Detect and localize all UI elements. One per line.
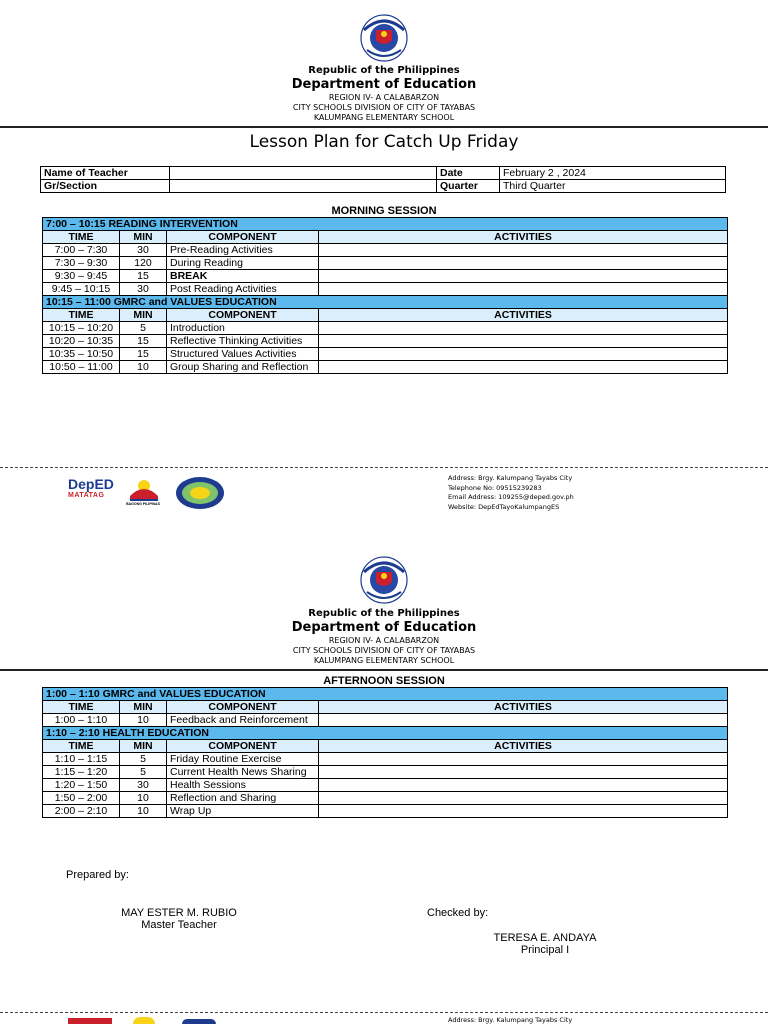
teacher-info-table — [40, 166, 726, 193]
footer-telephone: Telephone No: 09515239283 — [448, 483, 542, 492]
col-time: TIME — [43, 701, 120, 714]
region-text: REGION IV- A CALABARZON — [328, 93, 440, 102]
row-component: Introduction — [167, 322, 319, 335]
row-component: Reflection and Sharing — [167, 792, 319, 805]
footer-contact-block — [448, 474, 574, 512]
table-row — [43, 322, 728, 335]
row-min: 10 — [120, 361, 167, 374]
footer-address-partial: Address: Brgy. Kalumpang Tayabs City — [448, 1016, 573, 1024]
row-component: Health Sessions — [167, 779, 319, 792]
table-row — [43, 766, 728, 779]
row-component: Reflective Thinking Activities — [167, 335, 319, 348]
row-time: 7:00 – 7:30 — [43, 244, 120, 257]
prepared-by-name: MAY ESTER M. RUBIO — [121, 907, 237, 919]
header-rule — [0, 126, 768, 128]
row-activities — [319, 244, 728, 257]
row-activities — [319, 348, 728, 361]
table-row — [43, 361, 728, 374]
row-min: 10 — [120, 714, 167, 727]
col-min: MIN — [120, 740, 167, 753]
row-time: 10:15 – 10:20 — [43, 322, 120, 335]
footer-website: Website: DepEdTayoKalumpangES — [448, 502, 560, 511]
date-label: Date — [437, 167, 500, 180]
table-row — [43, 753, 728, 766]
bagong-pilipinas-icon — [126, 472, 162, 506]
division-text: CITY SCHOOLS DIVISION OF CITY OF TAYABAS — [292, 646, 476, 655]
gmrc-bar: 10:15 – 11:00 GMRC and VALUES EDUCATION — [43, 296, 728, 309]
row-time: 1:50 – 2:00 — [43, 792, 120, 805]
row-time: 10:20 – 10:35 — [43, 335, 120, 348]
checked-by-label: Checked by: — [427, 907, 489, 919]
morning-schedule-table — [42, 217, 728, 374]
quarter-value: Third Quarter — [500, 180, 726, 193]
row-activities — [319, 361, 728, 374]
col-time: TIME — [43, 309, 120, 322]
row-time: 9:30 – 9:45 — [43, 270, 120, 283]
afternoon-session-label: AFTERNOON SESSION — [323, 675, 445, 687]
footer-email: Email Address: 109255@deped.gov.ph — [448, 493, 574, 501]
gmrc-bar: 1:00 – 1:10 GMRC and VALUES EDUCATION — [43, 688, 728, 701]
row-component: Wrap Up — [167, 805, 319, 818]
col-activities: ACTIVITIES — [319, 740, 728, 753]
deped-seal-icon — [350, 556, 418, 604]
row-component: Pre-Reading Activities — [167, 244, 319, 257]
table-row — [43, 714, 728, 727]
deped-logo-text: DepED — [68, 476, 114, 492]
section-label: Gr/Section — [41, 180, 170, 193]
afternoon-schedule-table — [42, 687, 728, 818]
col-time: TIME — [43, 740, 120, 753]
department-heading: Department of Education — [291, 77, 477, 92]
table-row — [43, 283, 728, 296]
teacher-value — [170, 167, 437, 180]
table-row — [43, 244, 728, 257]
teacher-label: Name of Teacher — [41, 167, 170, 180]
row-min: 5 — [120, 753, 167, 766]
col-activities: ACTIVITIES — [319, 701, 728, 714]
col-component: COMPONENT — [167, 231, 319, 244]
row-min: 120 — [120, 257, 167, 270]
row-activities — [319, 257, 728, 270]
row-min: 5 — [120, 766, 167, 779]
deped-logo-partial — [68, 1018, 112, 1024]
prepared-by-title: Master Teacher — [141, 919, 217, 931]
col-time: TIME — [43, 231, 120, 244]
republic-heading: Republic of the Philippines — [308, 608, 460, 619]
row-component: Post Reading Activities — [167, 283, 319, 296]
row-activities — [319, 779, 728, 792]
table-row — [43, 805, 728, 818]
school-logo-partial-icon — [182, 1019, 216, 1024]
col-component: COMPONENT — [167, 740, 319, 753]
table-row — [43, 792, 728, 805]
row-activities — [319, 322, 728, 335]
row-time: 7:30 – 9:30 — [43, 257, 120, 270]
row-activities — [319, 753, 728, 766]
row-component: BREAK — [167, 270, 319, 283]
row-component: Group Sharing and Reflection — [167, 361, 319, 374]
quarter-label: Quarter — [437, 180, 500, 193]
row-min: 30 — [120, 779, 167, 792]
footer-divider — [0, 1012, 768, 1013]
region-text: REGION IV- A CALABARZON — [328, 636, 440, 645]
table-row — [43, 270, 728, 283]
row-time: 1:20 – 1:50 — [43, 779, 120, 792]
row-component: Friday Routine Exercise — [167, 753, 319, 766]
row-time: 1:15 – 1:20 — [43, 766, 120, 779]
col-min: MIN — [120, 701, 167, 714]
col-activities: ACTIVITIES — [319, 309, 728, 322]
row-activities — [319, 283, 728, 296]
morning-session-label: MORNING SESSION — [331, 205, 437, 217]
row-min: 15 — [120, 348, 167, 361]
table-row — [43, 779, 728, 792]
row-min: 15 — [120, 335, 167, 348]
section-value — [170, 180, 437, 193]
reading-intervention-bar: 7:00 – 10:15 READING INTERVENTION — [43, 218, 728, 231]
row-component: Feedback and Reinforcement — [167, 714, 319, 727]
row-min: 10 — [120, 792, 167, 805]
row-activities — [319, 270, 728, 283]
col-min: MIN — [120, 231, 167, 244]
row-component: Structured Values Activities — [167, 348, 319, 361]
row-time: 1:10 – 1:15 — [43, 753, 120, 766]
row-component: During Reading — [167, 257, 319, 270]
row-time: 10:50 – 11:00 — [43, 361, 120, 374]
health-education-bar: 1:10 – 2:10 HEALTH EDUCATION — [43, 727, 728, 740]
bagong-pilipinas-partial-icon — [133, 1017, 155, 1024]
date-value: February 2 , 2024 — [500, 167, 726, 180]
bagong-pilipinas-text: BAGONG PILIPINAS — [126, 502, 160, 506]
row-activities — [319, 805, 728, 818]
row-min: 30 — [120, 244, 167, 257]
matatag-text: MATATAG — [68, 492, 105, 499]
col-component: COMPONENT — [167, 701, 319, 714]
row-activities — [319, 766, 728, 779]
row-time: 2:00 – 2:10 — [43, 805, 120, 818]
row-activities — [319, 714, 728, 727]
col-component: COMPONENT — [167, 309, 319, 322]
row-activities — [319, 792, 728, 805]
header-rule — [0, 669, 768, 671]
prepared-by-label: Prepared by: — [66, 869, 129, 881]
col-min: MIN — [120, 309, 167, 322]
table-row — [43, 257, 728, 270]
row-component: Current Health News Sharing — [167, 766, 319, 779]
table-row — [43, 348, 728, 361]
footer-divider — [0, 467, 768, 468]
table-row — [43, 335, 728, 348]
row-activities — [319, 335, 728, 348]
row-min: 5 — [120, 322, 167, 335]
school-logo-icon — [175, 476, 225, 510]
republic-heading: Republic of the Philippines — [308, 65, 460, 76]
deped-seal-icon — [350, 14, 418, 62]
school-text: KALUMPANG ELEMENTARY SCHOOL — [313, 113, 455, 122]
division-text: CITY SCHOOLS DIVISION OF CITY OF TAYABAS — [292, 103, 476, 112]
col-activities: ACTIVITIES — [319, 231, 728, 244]
school-text: KALUMPANG ELEMENTARY SCHOOL — [313, 656, 455, 665]
row-time: 10:35 – 10:50 — [43, 348, 120, 361]
row-time: 9:45 – 10:15 — [43, 283, 120, 296]
footer-address: Address: Brgy. Kalumpang Tayabs City — [448, 474, 573, 482]
checked-by-name: TERESA E. ANDAYA — [493, 932, 597, 944]
row-time: 1:00 – 1:10 — [43, 714, 120, 727]
deped-matatag-logo — [68, 476, 114, 499]
checked-by-title: Principal I — [520, 944, 570, 956]
document-title: Lesson Plan for Catch Up Friday — [249, 132, 519, 152]
row-min: 15 — [120, 270, 167, 283]
row-min: 10 — [120, 805, 167, 818]
row-min: 30 — [120, 283, 167, 296]
department-heading: Department of Education — [291, 620, 477, 635]
